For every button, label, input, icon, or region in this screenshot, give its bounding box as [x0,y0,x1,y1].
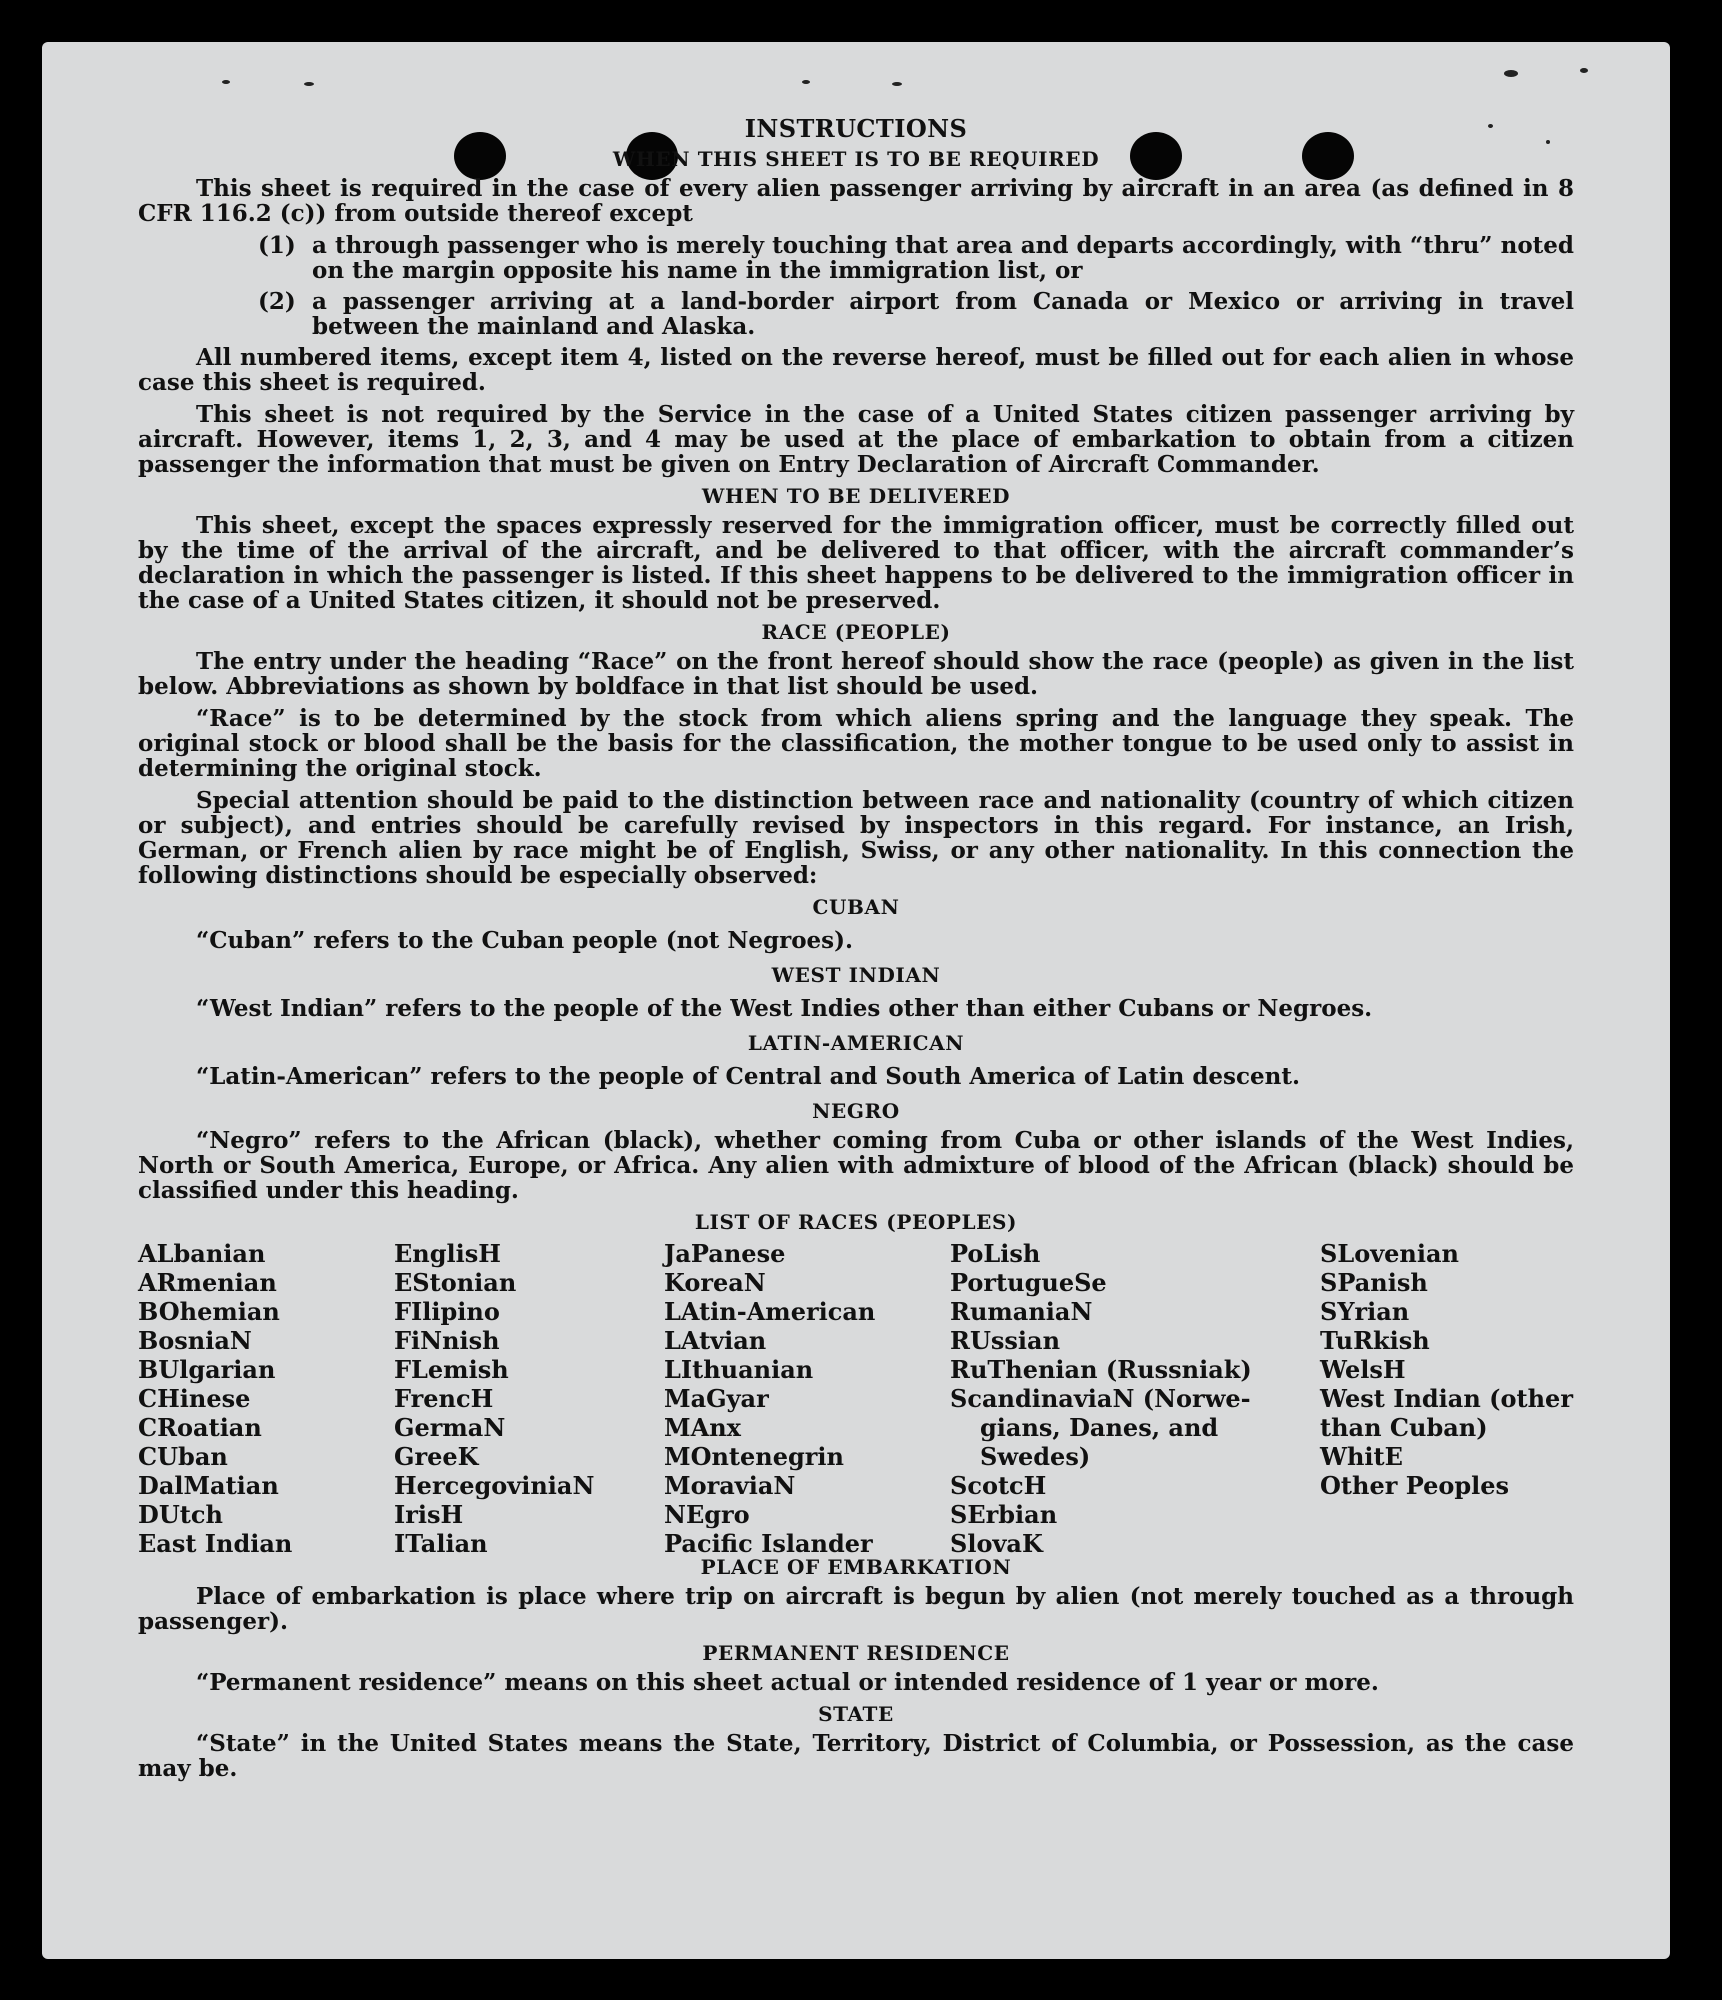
race-item: KoreaN [664,1268,766,1297]
race-item: ScandinaviaN (Norwe- [950,1384,1251,1413]
instructions-content [138,116,1574,1788]
section-heading: STATE [818,1702,894,1726]
paragraph: “Negro” refers to the African (black), whether coming from Cuba or other islands of the West Indies, North or South America, Europe, or Africa. Any alien with admixture of blood of the African (black) should be classified under this heading. [138,1127,1574,1204]
race-item: MaGyar [664,1384,769,1413]
race-item: SPanish [1320,1268,1428,1297]
section-heading: WHEN THIS SHEET IS TO BE REQUIRED [612,147,1100,171]
race-item: RumaniaN [950,1297,1093,1326]
speck [802,80,810,84]
race-item: SYrian [1320,1297,1410,1326]
race-item: DUtch [138,1500,223,1529]
item-text: a passenger arriving at a land-border airport from Canada or Mexico or arriving in travel between the mainland and Alaska. [312,288,1574,340]
race-item: LAtvian [664,1326,767,1355]
subsection-heading: CUBAN [812,895,900,919]
race-item: ARmenian [138,1268,277,1297]
race-item: RuThenian (Russniak) [950,1355,1252,1384]
race-item-continuation: than Cuban) [1320,1413,1488,1442]
race-item: BUlgarian [138,1355,276,1384]
race-column [138,1239,292,1558]
race-item: SLovenian [1320,1239,1459,1268]
race-item: MAnx [664,1413,741,1442]
race-item: TuRkish [1320,1326,1430,1355]
race-item: WelsH [1320,1355,1406,1384]
race-column [1320,1239,1573,1500]
race-item: West Indian (other [1320,1384,1573,1413]
race-item: East Indian [138,1529,293,1558]
race-item: EStonian [394,1268,517,1297]
race-item: FiNnish [394,1326,500,1355]
race-item: CUban [138,1442,228,1471]
race-item: RUssian [950,1326,1061,1355]
race-item: FrencH [394,1384,494,1413]
section-heading: WHEN TO BE DELIVERED [701,484,1011,508]
paragraph: “Permanent residence” means on this sheet actual or intended residence of 1 year or more. [196,1669,1379,1696]
paragraph: “State” in the United States means the State, Territory, District of Columbia, or Possession, as the case may be. [138,1730,1574,1782]
race-column [664,1239,875,1558]
numbered-item [138,233,1574,283]
race-item: BOhemian [138,1297,280,1326]
race-item: DalMatian [138,1471,279,1500]
race-item: FLemish [394,1355,509,1384]
paragraph: “Race” is to be determined by the stock from which aliens spring and the language they speak. The original stock or blood shall be the basis for the classification, the mother tongue to be used only to assist in determining the original stock. [138,705,1574,782]
subsection-heading: LATIN-AMERICAN [747,1031,965,1055]
paragraph: This sheet, except the spaces expressly reserved for the immigration officer, must be correctly filled out by the time of the arrival of the aircraft, and be delivered to that officer, with the aircraft commander’s declaration in which the passenger is listed. If this sheet happens to be delivered to the immigration officer in the case of a United States citizen, it should not be preserved. [138,512,1574,614]
race-item: IrisH [394,1500,464,1529]
item-number: (2) [258,288,296,315]
race-item: Pacific Islander [664,1529,873,1558]
race-item: PoLish [950,1239,1041,1268]
race-item-continuation: gians, Danes, and [980,1413,1219,1442]
section-heading: PERMANENT RESIDENCE [702,1641,1010,1665]
race-item: NEgro [664,1500,750,1529]
numbered-item [138,289,1574,339]
race-item: SlovaK [950,1529,1043,1558]
speck [304,82,314,86]
paragraph: All numbered items, except item 4, listed on the reverse hereof, must be filled out for each alien in whose case this sheet is required. [138,344,1574,396]
race-item: GermaN [394,1413,506,1442]
definition-text: “West Indian” refers to the people of the West Indies other than either Cubans or Negroes. [196,995,1373,1022]
paragraph: Special attention should be paid to the distinction between race and nationality (country of which citizen or subject), and entries should be carefully revised by inspectors in this regard. For instance, an Irish, German, or French alien by race might be of English, Swiss, or any other nationality. In this connection the following distinctions should be especially observed: [138,787,1574,889]
speck [222,80,230,84]
paragraph: This sheet is required in the case of every alien passenger arriving by aircraft in an area (as defined in 8 CFR 116.2 (c)) from outside thereof except [138,175,1574,227]
race-item: MOntenegrin [664,1442,844,1471]
race-item: SErbian [950,1500,1058,1529]
subsection-heading: WEST INDIAN [771,963,941,987]
item-number: (1) [258,232,296,259]
speck [1580,68,1588,73]
paragraph: This sheet is not required by the Service in the case of a United States citizen passenger arriving by aircraft. However, items 1, 2, 3, and 4 may be used at the place of embarkation to obtain from a citizen passenger the information that must be given on Entry Declaration of Aircraft Commander. [138,401,1574,478]
race-item: ScotcH [950,1471,1047,1500]
speck [892,82,902,86]
race-item: GreeK [394,1442,479,1471]
race-column [950,1239,1252,1558]
race-item: BosniaN [138,1326,252,1355]
race-item: FIlipino [394,1297,500,1326]
race-item: JaPanese [664,1239,786,1268]
page-title: INSTRUCTIONS [744,114,968,143]
subsection-heading: NEGRO [812,1099,900,1123]
document-sheet [42,42,1670,1959]
race-item: HercegoviniaN [394,1471,595,1500]
race-item-continuation: Swedes) [980,1442,1091,1471]
race-item: CHinese [138,1384,251,1413]
race-list [138,1239,1574,1558]
race-item: PortugueSe [950,1268,1107,1297]
definition-text: “Cuban” refers to the Cuban people (not Negroes). [196,927,854,954]
paragraph: Place of embarkation is place where trip on aircraft is begun by alien (not merely touched as a through passenger). [138,1583,1574,1635]
race-item: MoraviaN [664,1471,796,1500]
section-heading: PLACE OF EMBARKATION [700,1555,1012,1579]
race-item: Other Peoples [1320,1471,1510,1500]
item-text: a through passenger who is merely touching that area and departs accordingly, with “thru” noted on the margin opposite his name in the immigration list, or [312,232,1574,284]
speck [1504,70,1518,77]
race-item: LAtin-American [664,1297,876,1326]
race-item: EnglisH [394,1239,501,1268]
race-item: WhitE [1320,1442,1403,1471]
race-column [394,1239,594,1558]
section-heading: RACE (PEOPLE) [761,620,951,644]
race-item: LIthuanian [664,1355,814,1384]
paragraph: The entry under the heading “Race” on the front hereof should show the race (people) as given in the list below. Abbreviations as shown by boldface in that list should be used. [138,648,1574,700]
list-heading: LIST OF RACES (PEOPLES) [694,1210,1018,1234]
race-item: CRoatian [138,1413,262,1442]
race-item: ITalian [394,1529,488,1558]
race-item: ALbanian [138,1239,266,1268]
definition-text: “Latin-American” refers to the people of Central and South America of Latin descent. [196,1063,1300,1090]
